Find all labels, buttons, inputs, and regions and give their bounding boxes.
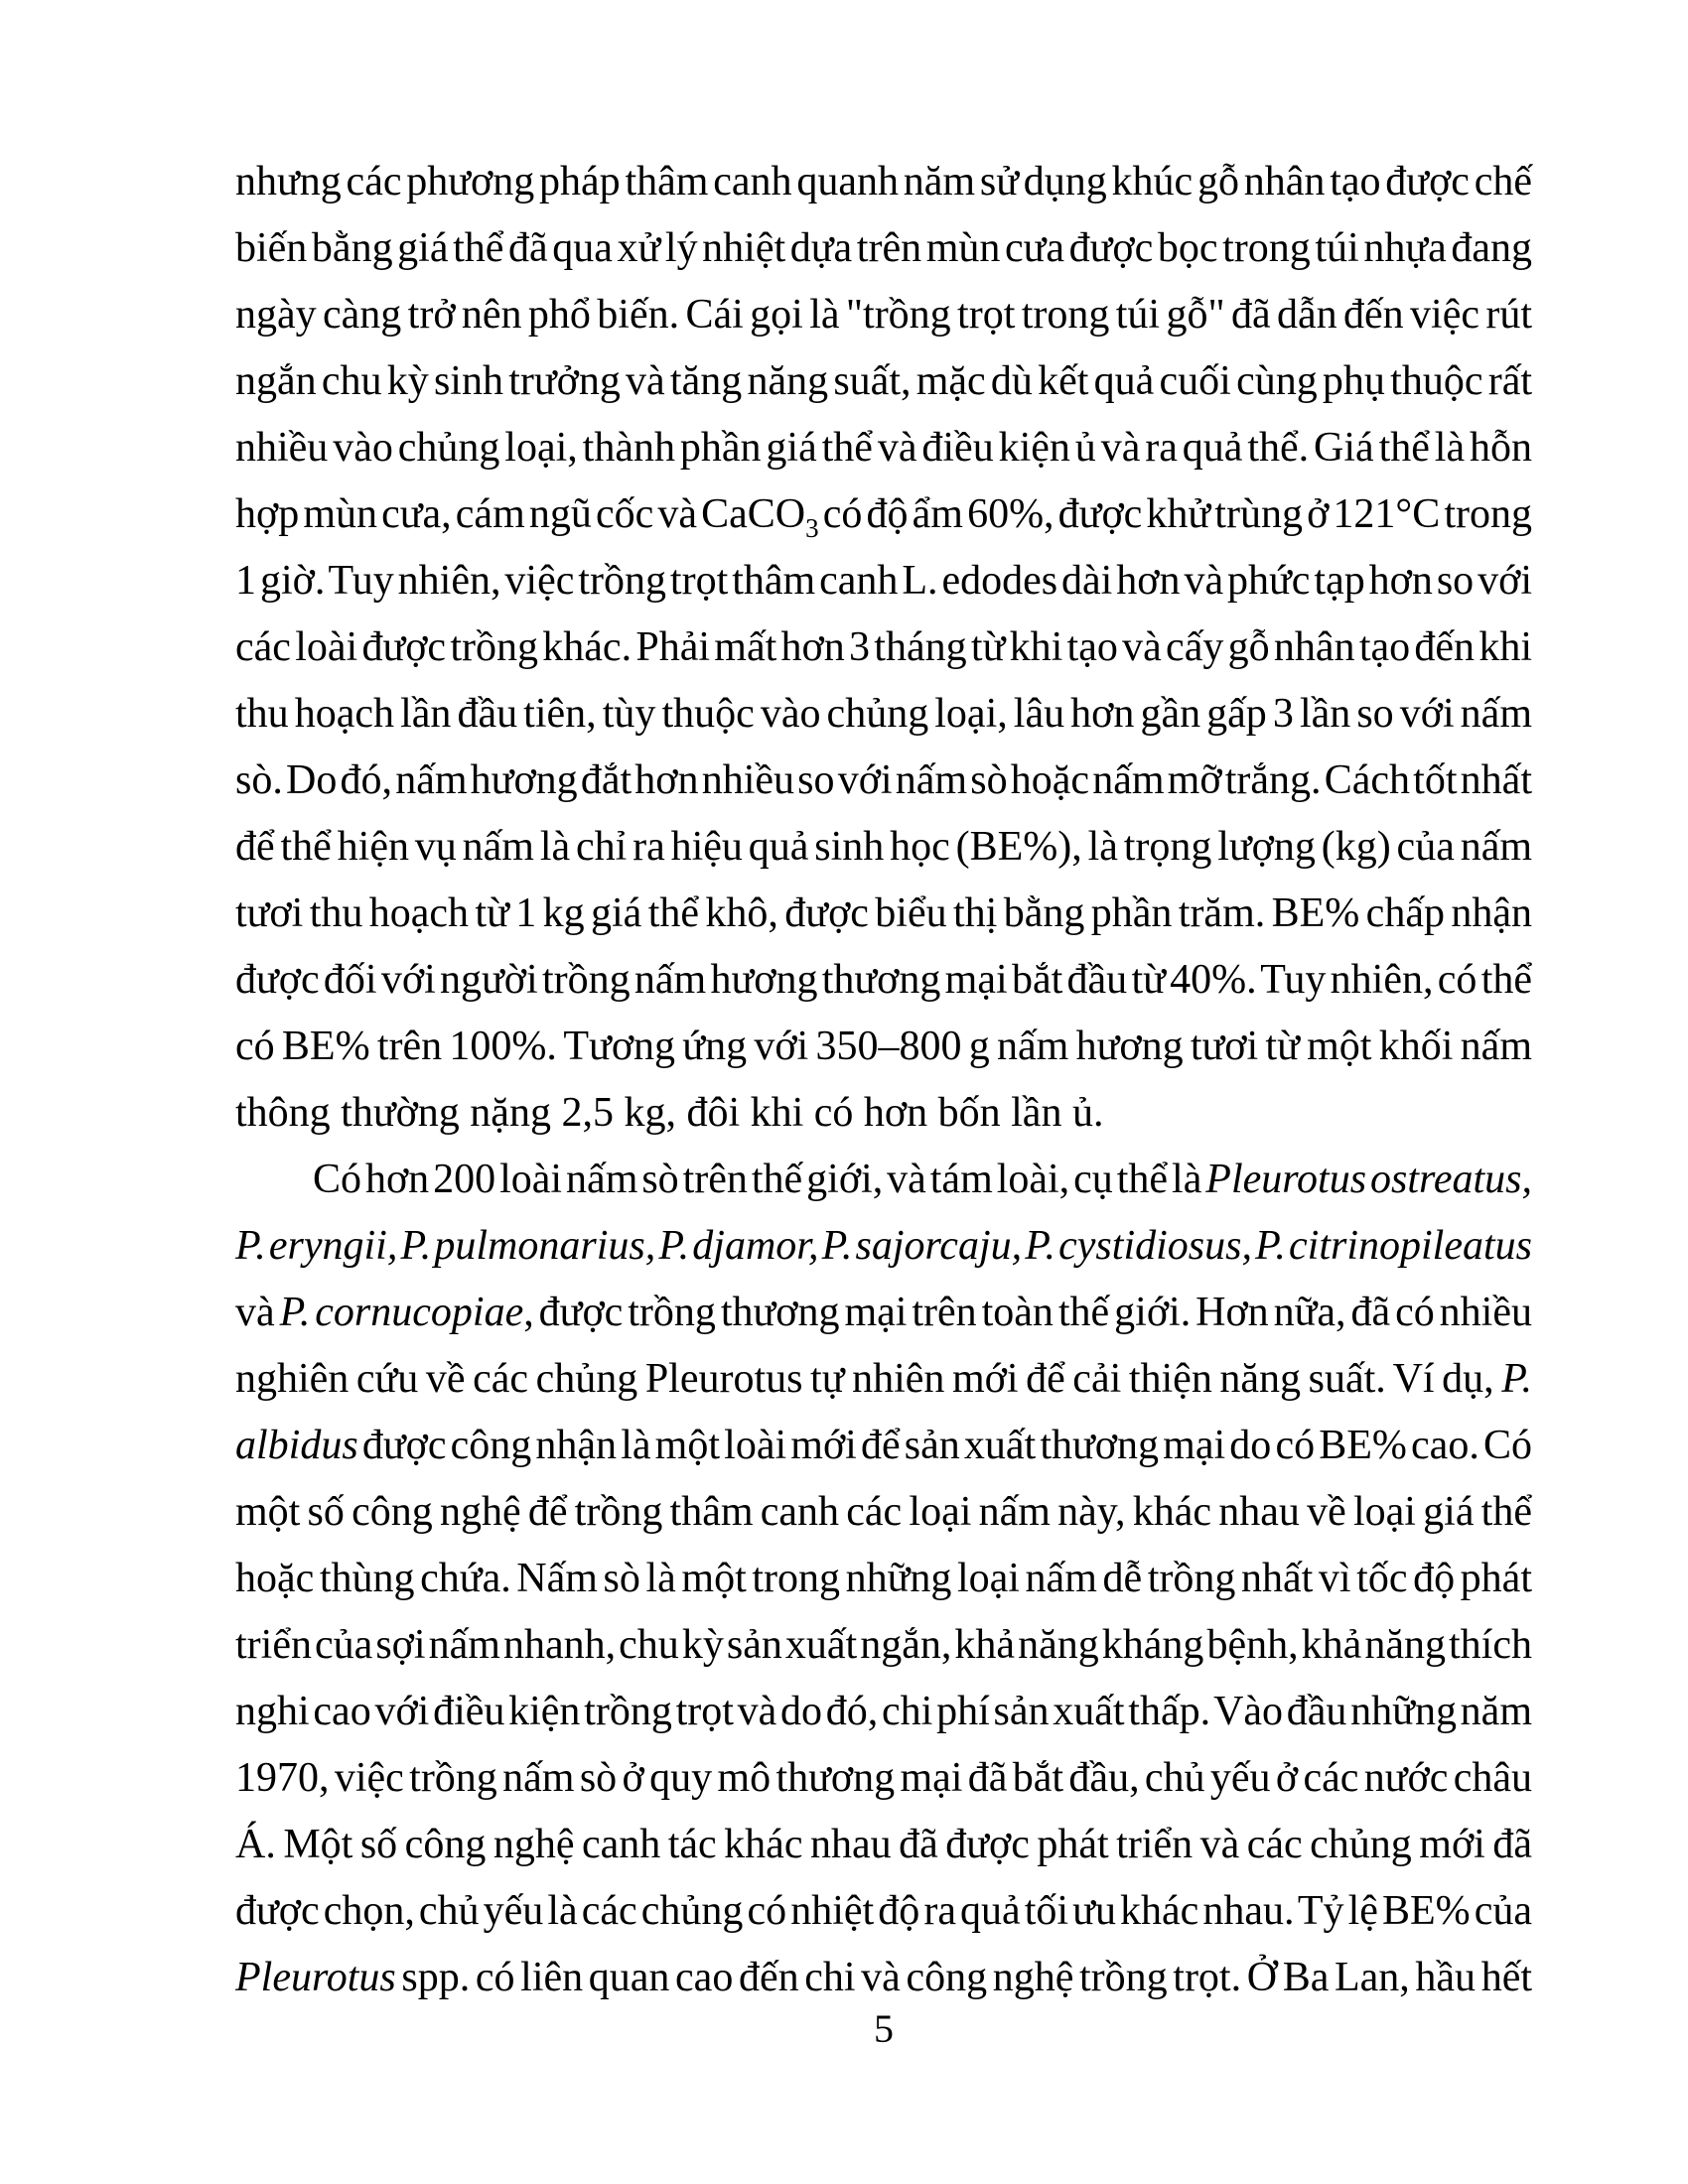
text-line-content — [235, 1223, 1532, 1269]
text-line — [235, 814, 1532, 881]
text-line-content — [235, 1290, 1532, 1335]
text-line-content — [235, 1489, 1532, 1535]
text-line-content — [235, 1955, 1532, 2000]
text-line-content — [235, 1090, 1103, 1136]
page-number: 5 — [874, 2006, 894, 2051]
text-line-content — [235, 358, 1532, 404]
text-line-content — [235, 1622, 1532, 1668]
text-line — [235, 1679, 1532, 1745]
text-segment: một số công nghệ để trồng thâm canh các loại nấm này, khác nhau về loại giá thể — [235, 1489, 1532, 1535]
text-line — [235, 1147, 1532, 1213]
text-segment: sò. Do đó, nấm hương đắt hơn nhiều so với nấm sò hoặc nấm mỡ trắng. Cách tốt nhất — [235, 757, 1532, 803]
text-segment: 1970, việc trồng nấm sò ở quy mô thương mại đã bắt đầu, chủ yếu ở các nước châu — [235, 1755, 1532, 1801]
text-line-content — [235, 1888, 1532, 1934]
text-line — [235, 548, 1532, 614]
text-line — [235, 348, 1532, 415]
text-segment: ngày càng trở nên phổ biến. Cái gọi là "trồng trọt trong túi gỗ" đã dẫn đến việc rút — [235, 292, 1532, 338]
text-line-content — [235, 1024, 1532, 1069]
text-line — [235, 1280, 1532, 1346]
text-line — [235, 1878, 1532, 1945]
text-line — [235, 1213, 1532, 1280]
text-line-content — [235, 890, 1532, 936]
text-segment: , được trồng thương mại trên toàn thế giới. Hơn nữa, đã có nhiều — [523, 1290, 1532, 1335]
text-line-content — [235, 1423, 1532, 1468]
text-line-content — [235, 159, 1532, 205]
text-line-content — [235, 1356, 1532, 1402]
text-segment: để thể hiện vụ nấm là chỉ ra hiệu quả sinh học (BE%), là trọng lượng (kg) của nấm — [235, 824, 1532, 870]
text-line — [235, 881, 1532, 947]
text-segment: biến bằng giá thể đã qua xử lý nhiệt dựa trên mùn cưa được bọc trong túi nhựa đang — [235, 225, 1532, 271]
text-line — [235, 1346, 1532, 1413]
text-segment: được công nhận là một loài mới để sản xuất thương mại do có BE% cao. Có — [357, 1423, 1532, 1468]
text-segment: và — [235, 1290, 280, 1335]
text-line — [235, 282, 1532, 348]
text-segment: các loài được trồng khác. Phải mất hơn 3 tháng từ khi tạo và cấy gỗ nhân tạo đến khi — [235, 624, 1532, 670]
text-line — [235, 1413, 1532, 1479]
text-line — [235, 1014, 1532, 1080]
text-line — [235, 681, 1532, 748]
text-line — [235, 1745, 1532, 1812]
text-segment: Có hơn 200 loài nấm sò trên thế giới, và tám loài, cụ thể là — [313, 1157, 1206, 1202]
text-line — [235, 415, 1532, 481]
italic-text-segment: Pleurotus ostreatus, — [1205, 1157, 1532, 1202]
text-segment: nhưng các phương pháp thâm canh quanh năm sử dụng khúc gỗ nhân tạo được chế — [235, 159, 1532, 205]
text-line-content — [235, 757, 1532, 803]
text-line-content — [235, 558, 1532, 604]
text-segment: được chọn, chủ yếu là các chủng có nhiệt độ ra quả tối ưu khác nhau. Tỷ lệ BE% của — [235, 1888, 1532, 1934]
text-line-content — [235, 824, 1532, 870]
text-line-content — [235, 1755, 1532, 1801]
text-line-content — [235, 691, 1532, 737]
text-line — [235, 1080, 1532, 1147]
text-segment: nghiên cứu về các chủng Pleurotus tự nhiên mới để cải thiện năng suất. Ví dụ, — [235, 1356, 1502, 1402]
text-segment: Á. Một số công nghệ canh tác khác nhau đã được phát triển và các chủng mới đã — [235, 1822, 1532, 1867]
text-segment: triển của sợi nấm nhanh, chu kỳ sản xuất ngắn, khả năng kháng bệnh, khả năng thích — [235, 1622, 1532, 1668]
text-segment: có độ ẩm 60%, được khử trùng ở 121°C trong — [818, 491, 1532, 537]
text-line-content — [235, 425, 1532, 471]
page-text — [235, 149, 1532, 2011]
text-segment: thông thường nặng 2,5 kg, đôi khi có hơn bốn lần ủ. — [235, 1090, 1104, 1136]
text-line — [235, 614, 1532, 681]
text-segment: tươi thu hoạch từ 1 kg giá thể khô, được biểu thị bằng phần trăm. BE% chấp nhận — [235, 890, 1532, 936]
text-line-content — [235, 957, 1532, 1003]
text-segment: spp. có liên quan cao đến chi và công nghệ trồng trọt. Ở Ba Lan, hầu hết — [395, 1955, 1532, 2000]
text-segment: có BE% trên 100%. Tương ứng với 350–800 g nấm hương tươi từ một khối nấm — [235, 1024, 1532, 1069]
text-line — [235, 481, 1532, 548]
text-segment: nhiều vào chủng loại, thành phần giá thể và điều kiện ủ và ra quả thể. Giá thể là hỗn — [235, 425, 1532, 471]
text-line — [235, 1479, 1532, 1546]
text-line — [235, 1812, 1532, 1878]
text-line — [235, 215, 1532, 282]
subscript-text-segment: 3 — [805, 513, 819, 543]
text-line — [235, 149, 1532, 215]
text-segment: thu hoạch lần đầu tiên, tùy thuộc vào chủng loại, lâu hơn gần gấp 3 lần so với nấm — [235, 691, 1532, 737]
italic-text-segment: albidus — [235, 1423, 358, 1468]
text-line-content — [235, 1556, 1532, 1601]
text-line-content — [235, 491, 1532, 543]
text-segment: hợp mùn cưa, cám ngũ cốc và CaCO — [235, 491, 806, 537]
text-line — [235, 1612, 1532, 1679]
text-line-content — [313, 1157, 1532, 1202]
italic-text-segment: P. cornucopiae — [279, 1290, 524, 1335]
text-line-content — [235, 292, 1532, 338]
text-segment: hoặc thùng chứa. Nấm sò là một trong những loại nấm dễ trồng nhất vì tốc độ phát — [235, 1556, 1532, 1601]
text-line — [235, 748, 1532, 814]
text-segment: nghi cao với điều kiện trồng trọt và do đó, chi phí sản xuất thấp. Vào đầu những năm — [235, 1689, 1532, 1734]
italic-text-segment: P. eryngii, P. pulmonarius, P. djamor, P. sajorcaju, P. cystidiosus, P. citrinopileatus — [235, 1223, 1532, 1269]
italic-text-segment: Pleurotus — [235, 1955, 396, 2000]
text-segment: 1 giờ. Tuy nhiên, việc trồng trọt thâm canh L. edodes dài hơn và phức tạp hơn so với — [235, 558, 1532, 604]
text-line-content — [235, 1689, 1532, 1734]
text-line-content — [235, 225, 1532, 271]
text-line — [235, 1546, 1532, 1612]
text-line-content — [235, 624, 1532, 670]
text-line-content — [235, 1822, 1532, 1867]
text-segment: ngắn chu kỳ sinh trưởng và tăng năng suất, mặc dù kết quả cuối cùng phụ thuộc rất — [235, 358, 1532, 404]
text-segment: được đối với người trồng nấm hương thương mại bắt đầu từ 40%. Tuy nhiên, có thể — [235, 957, 1532, 1003]
text-line — [235, 947, 1532, 1014]
italic-text-segment: P. — [1501, 1356, 1532, 1402]
